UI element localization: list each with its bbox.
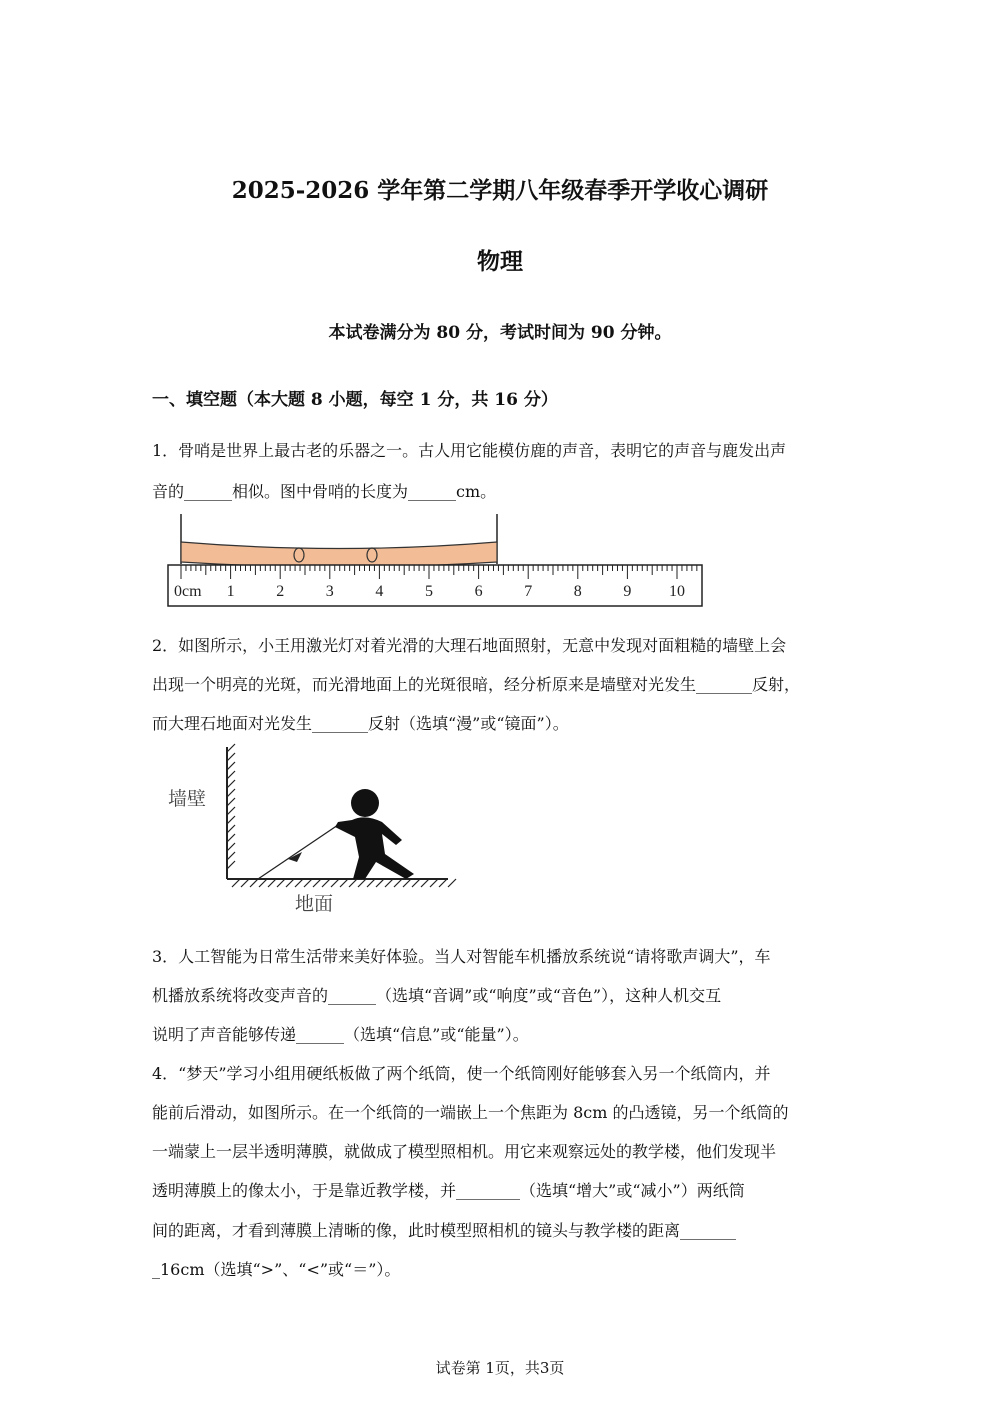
- ground-hatch-line: [313, 879, 321, 887]
- ruler-tick-label: 9: [623, 583, 632, 600]
- exam-note: 本试卷满分为 80 分，考试时间为 90 分钟。: [328, 323, 672, 343]
- question-4-line-4: 透明薄膜上的像太小，于是靠近教学楼，并________（选填“增大”或“减小”）两纸筒: [152, 1181, 745, 1200]
- question-1-line-1: 1．骨哨是世界上最古老的乐器之一。古人用它能模仿鹿的声音，表明它的声音与鹿发出声: [152, 441, 787, 460]
- question-2-line-3: 而大理石地面对光发生_______反射（选填“漫”或“镜面”）。: [152, 714, 569, 733]
- ruler-tick-label: 8: [573, 583, 582, 600]
- wall-hatch-line: [227, 825, 235, 833]
- question-2-line-2: 出现一个明亮的光斑，而光滑地面上的光斑很暗，经分析原来是墙壁对光发生_______反射，: [152, 675, 801, 694]
- wall-laser-figure: [160, 742, 460, 920]
- question-4-line-5: 间的距离，才看到薄膜上清晰的像，此时模型照相机的镜头与教学楼的距离_______: [152, 1221, 737, 1240]
- ground-hatch-line: [394, 879, 402, 887]
- ground-hatch-line: [421, 879, 429, 887]
- ground-hatch-line: [241, 879, 249, 887]
- ground-hatch-line: [340, 879, 348, 887]
- ruler-tick-label: 3: [325, 583, 334, 600]
- wall-hatch-line: [227, 789, 235, 797]
- ruler-tick-label: 1: [226, 583, 235, 600]
- question-4-line-2: 能前后滑动，如图所示。在一个纸筒的一端嵌上一个焦距为 8cm 的凸透镜，另一个纸筒的: [152, 1103, 789, 1122]
- wall-hatch-line: [227, 816, 235, 824]
- page-footer: 试卷第 1页，共3页: [435, 1359, 565, 1377]
- laser-beam: [258, 825, 338, 879]
- wall-hatch-line: [227, 861, 235, 869]
- question-4-line-6: _16cm（选填“>”、“<”或“＝”）。: [152, 1260, 401, 1279]
- question-4-line-1: 4．“梦天”学习小组用硬纸板做了两个纸筒，使一个纸筒刚好能够套入另一个纸筒内，并: [152, 1064, 771, 1083]
- wall-hatch-line: [227, 807, 235, 815]
- wall-hatch-line: [227, 843, 235, 851]
- ground-hatch-line: [448, 879, 456, 887]
- wall-hatch-line: [227, 771, 235, 779]
- ground-hatch-line: [367, 879, 375, 887]
- ground-hatch-line: [385, 879, 393, 887]
- ground-hatch-line: [403, 879, 411, 887]
- wall-hatch-line: [227, 834, 235, 842]
- ruler-tick-label: 2: [276, 583, 285, 600]
- wall-hatching: [227, 744, 235, 869]
- ruler-tick-label: 7: [524, 583, 533, 600]
- page-title: 2025-2026 学年第二学期八年级春季开学收心调研: [231, 177, 769, 204]
- subject-title: 物理: [477, 248, 523, 275]
- ground-label: 地面: [295, 894, 334, 915]
- ground-hatch-line: [268, 879, 276, 887]
- ground-hatch-line: [376, 879, 384, 887]
- person-silhouette: [335, 789, 414, 879]
- question-4-line-3: 一端蒙上一层半透明薄膜，就做成了模型照相机。用它来观察远处的教学楼，他们发现半: [152, 1142, 777, 1161]
- ruler-unit-label: 0cm: [174, 583, 202, 600]
- wall-hatch-line: [227, 852, 235, 860]
- ruler-tick-label: 5: [425, 583, 433, 600]
- ruler-tick-label: 4: [375, 583, 384, 600]
- question-3-line-3: 说明了声音能够传递______（选填“信息”或“能量”）。: [152, 1025, 529, 1044]
- question-2-line-1: 2．如图所示，小王用激光灯对着光滑的大理石地面照射，无意中发现对面粗糙的墙壁上会: [152, 636, 787, 655]
- ground-hatch-line: [286, 879, 294, 887]
- ground-hatch-line: [430, 879, 438, 887]
- question-3-line-1: 3．人工智能为日常生活带来美好体验。当人对智能车机播放系统说“请将歌声调大”，车: [152, 947, 771, 966]
- ground-hatch-line: [232, 879, 240, 887]
- ground-hatch-line: [331, 879, 339, 887]
- ground-hatch-line: [304, 879, 312, 887]
- ground-hatch-line: [439, 879, 447, 887]
- ruler-tick-label: 10: [669, 583, 685, 600]
- ground-hatch-line: [250, 879, 258, 887]
- ground-hatch-line: [259, 879, 267, 887]
- bone-whistle: [181, 542, 497, 567]
- ground-hatch-line: [349, 879, 357, 887]
- wall-hatch-line: [227, 762, 235, 770]
- ruler-body: [168, 565, 702, 606]
- wall-hatch-line: [227, 780, 235, 788]
- ground-hatch-line: [358, 879, 366, 887]
- ground-hatching: [232, 879, 456, 887]
- ground-hatch-line: [322, 879, 330, 887]
- question-1-line-2: 音的______相似。图中骨哨的长度为______cm。: [152, 482, 497, 501]
- ruler-tick-label: 6: [474, 583, 483, 600]
- ground-hatch-line: [412, 879, 420, 887]
- ground-hatch-line: [295, 879, 303, 887]
- wall-hatch-line: [227, 744, 235, 752]
- question-3-line-2: 机播放系统将改变声音的______（选填“音调”或“响度”或“音色”），这种人机交互: [152, 986, 722, 1005]
- section-heading: 一、填空题（本大题 8 小题，每空 1 分，共 16 分）: [152, 390, 558, 410]
- ruler-figure: [160, 510, 710, 610]
- wall-label: 墙壁: [168, 789, 207, 810]
- wall-hatch-line: [227, 753, 235, 761]
- ground-hatch-line: [277, 879, 285, 887]
- wall-hatch-line: [227, 798, 235, 806]
